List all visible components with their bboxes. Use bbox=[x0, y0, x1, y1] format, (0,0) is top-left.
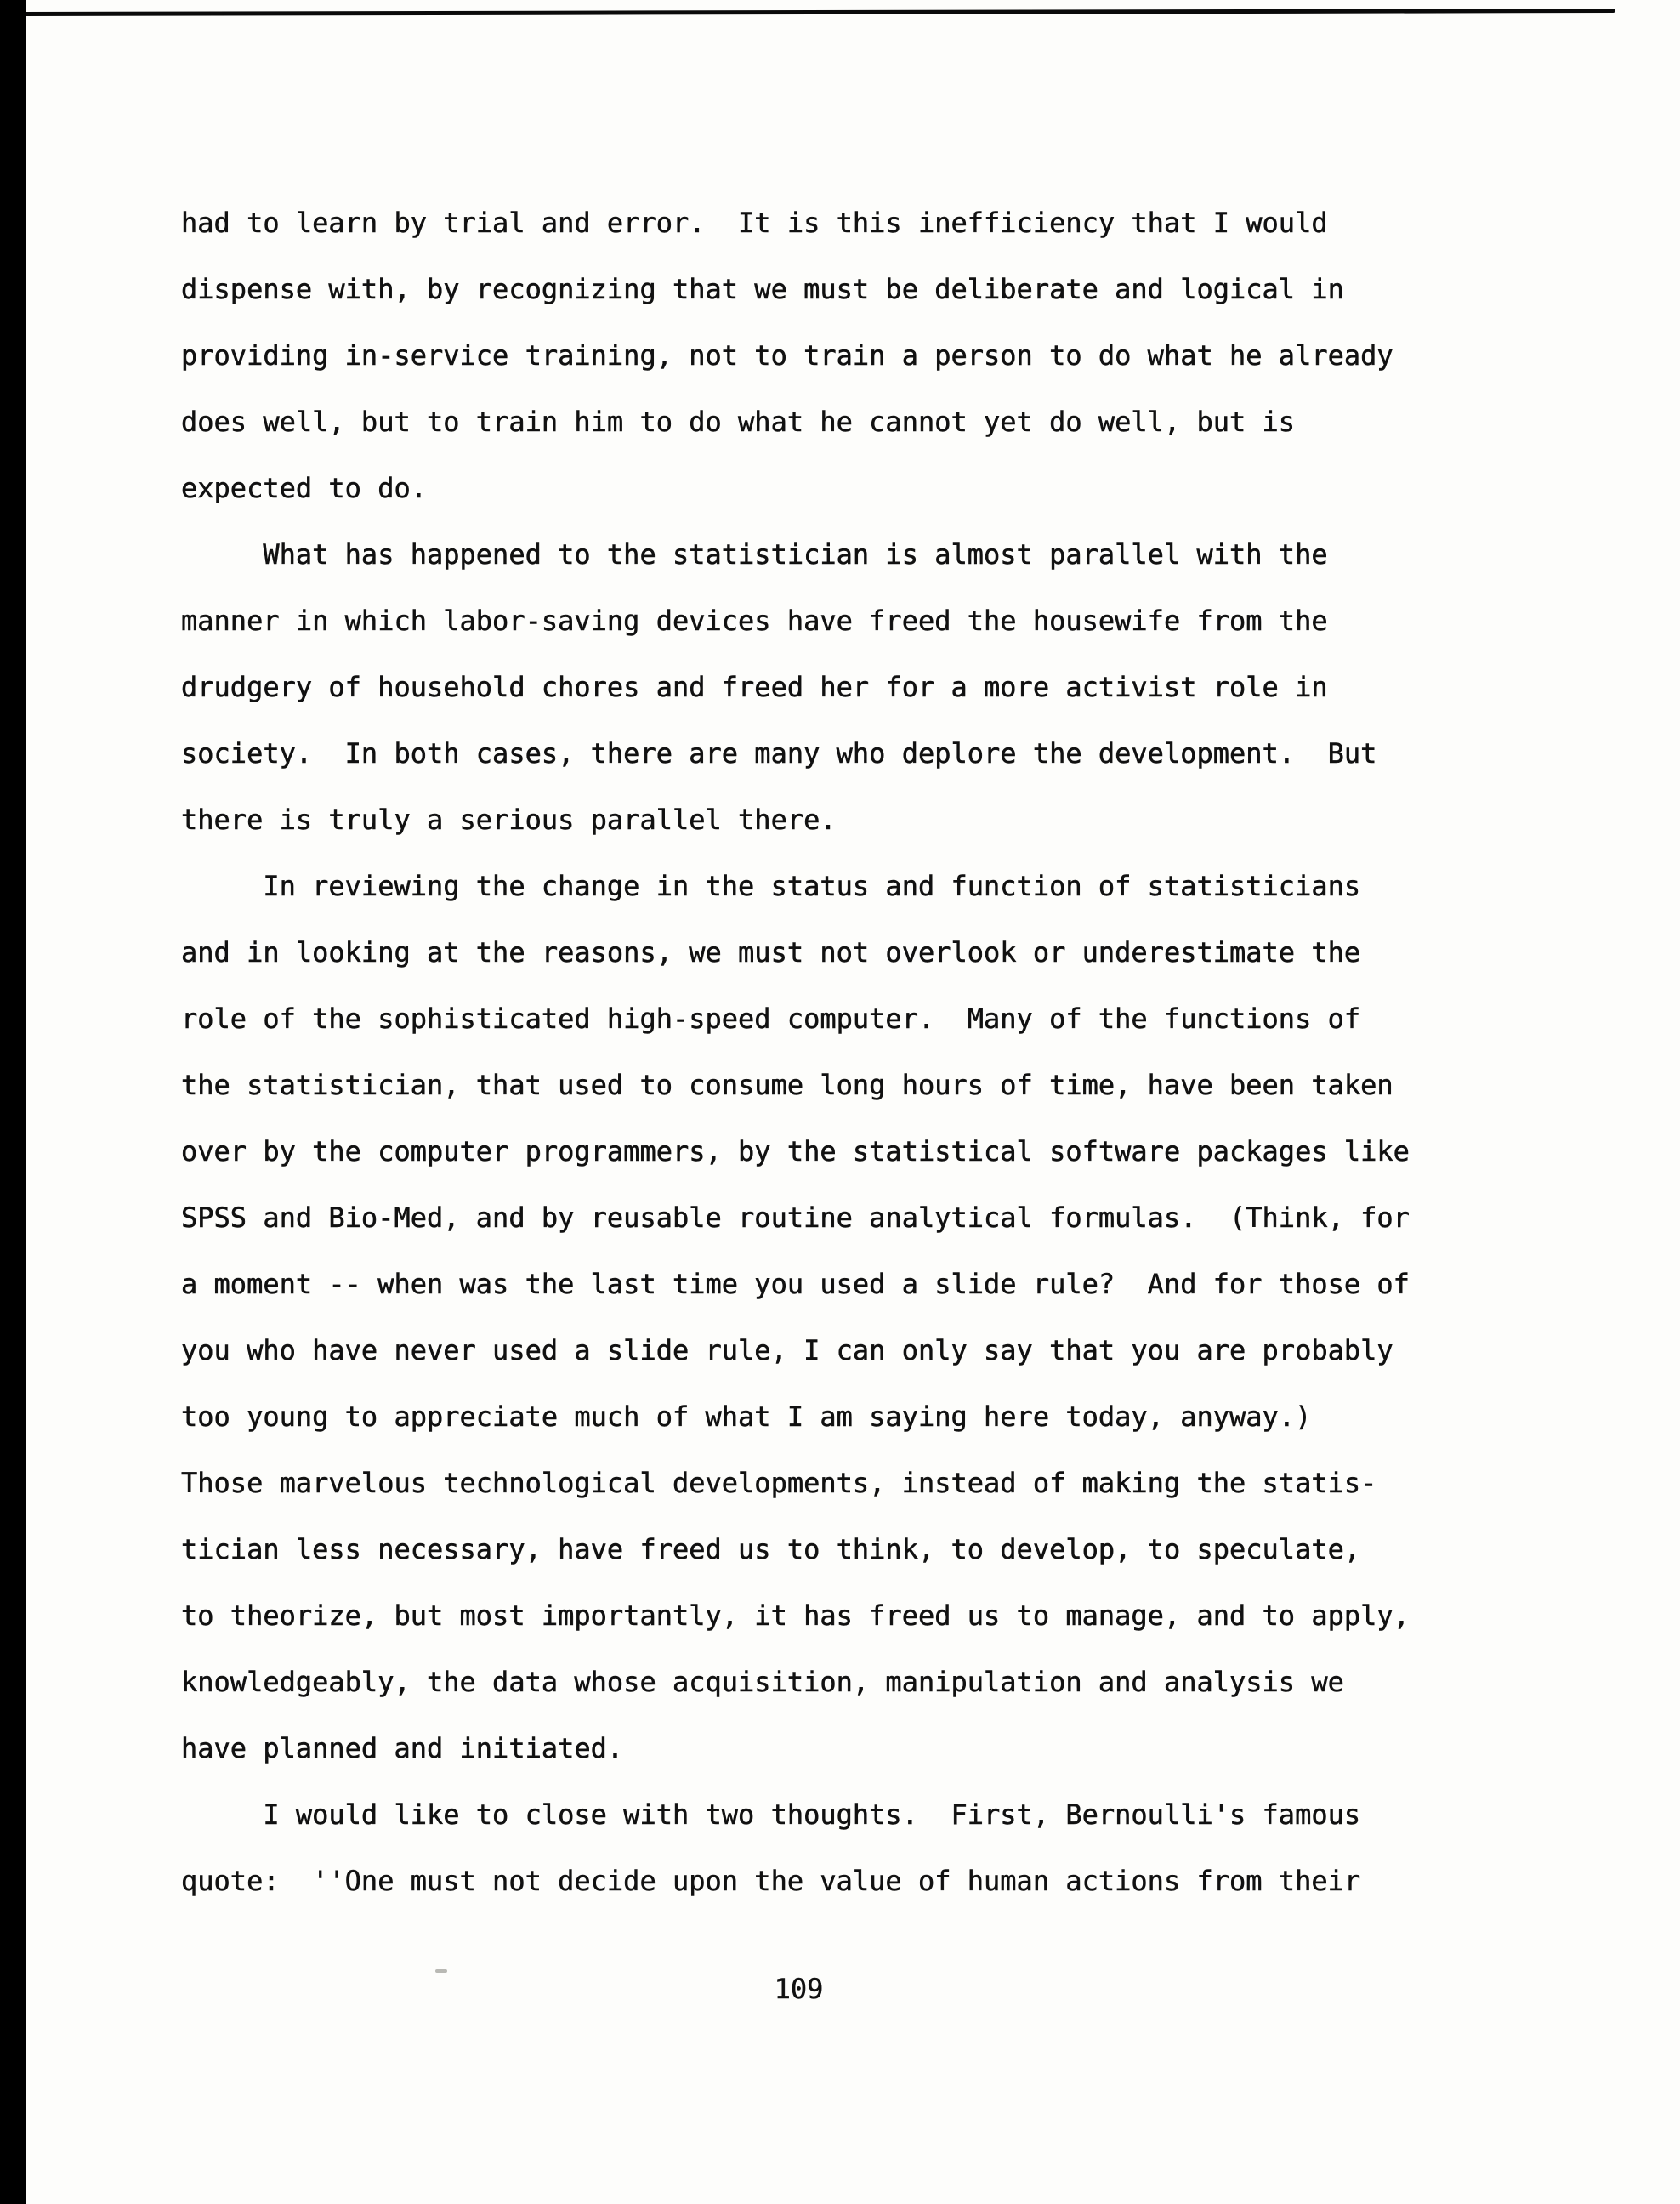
text-line: to theorize, but most importantly, it has freed us to manage, and to apply, bbox=[181, 1599, 1410, 1632]
text-line: I would like to close with two thoughts. First, Bernoulli's famous bbox=[181, 1798, 1361, 1831]
text-line: role of the sophisticated high-speed computer. Many of the functions of bbox=[181, 1003, 1361, 1035]
text-line: drudgery of household chores and freed her for a more activist role in bbox=[181, 671, 1328, 703]
text-block bbox=[181, 190, 1410, 1914]
page-number: 109 bbox=[774, 1973, 824, 2005]
text-line: a moment -- when was the last time you used a slide rule? And for those of bbox=[181, 1268, 1410, 1300]
text-line: manner in which labor-saving devices have freed the housewife from the bbox=[181, 605, 1328, 637]
text-line: SPSS and Bio-Med, and by reusable routine analytical formulas. (Think, for bbox=[181, 1201, 1410, 1234]
text-line: What has happened to the statistician is almost parallel with the bbox=[181, 538, 1328, 571]
text-line: does well, but to train him to do what he cannot yet do well, but is bbox=[181, 406, 1296, 438]
text-line: tician less necessary, have freed us to think, to develop, to speculate, bbox=[181, 1533, 1361, 1565]
text-line: knowledgeably, the data whose acquisition, manipulation and analysis we bbox=[181, 1666, 1344, 1698]
text-line: you who have never used a slide rule, I can only say that you are probably bbox=[181, 1334, 1393, 1366]
text-line: had to learn by trial and error. It is this inefficiency that I would bbox=[181, 207, 1328, 239]
text-line: the statistician, that used to consume long hours of time, have been taken bbox=[181, 1069, 1393, 1101]
text-line: dispense with, by recognizing that we must be deliberate and logical in bbox=[181, 273, 1344, 305]
scan-top-line bbox=[26, 9, 1615, 16]
text-line: providing in-service training, not to train a person to do what he already bbox=[181, 339, 1393, 372]
text-line: quote: ''One must not decide upon the value of human actions from their bbox=[181, 1865, 1361, 1897]
text-line: too young to appreciate much of what I am saying here today, anyway.) bbox=[181, 1400, 1312, 1433]
text-line: there is truly a serious parallel there. bbox=[181, 804, 837, 836]
text-line: expected to do. bbox=[181, 472, 427, 504]
text-line: In reviewing the change in the status and function of statisticians bbox=[181, 870, 1361, 902]
text-line: society. In both cases, there are many who deplore the development. But bbox=[181, 737, 1377, 770]
scan-edge-bar bbox=[0, 0, 26, 2204]
text-line: over by the computer programmers, by the statistical software packages like bbox=[181, 1135, 1410, 1167]
text-line: have planned and initiated. bbox=[181, 1732, 624, 1764]
text-line: Those marvelous technological developments, instead of making the statis- bbox=[181, 1467, 1377, 1499]
text-line: and in looking at the reasons, we must not overlook or underestimate the bbox=[181, 936, 1361, 969]
